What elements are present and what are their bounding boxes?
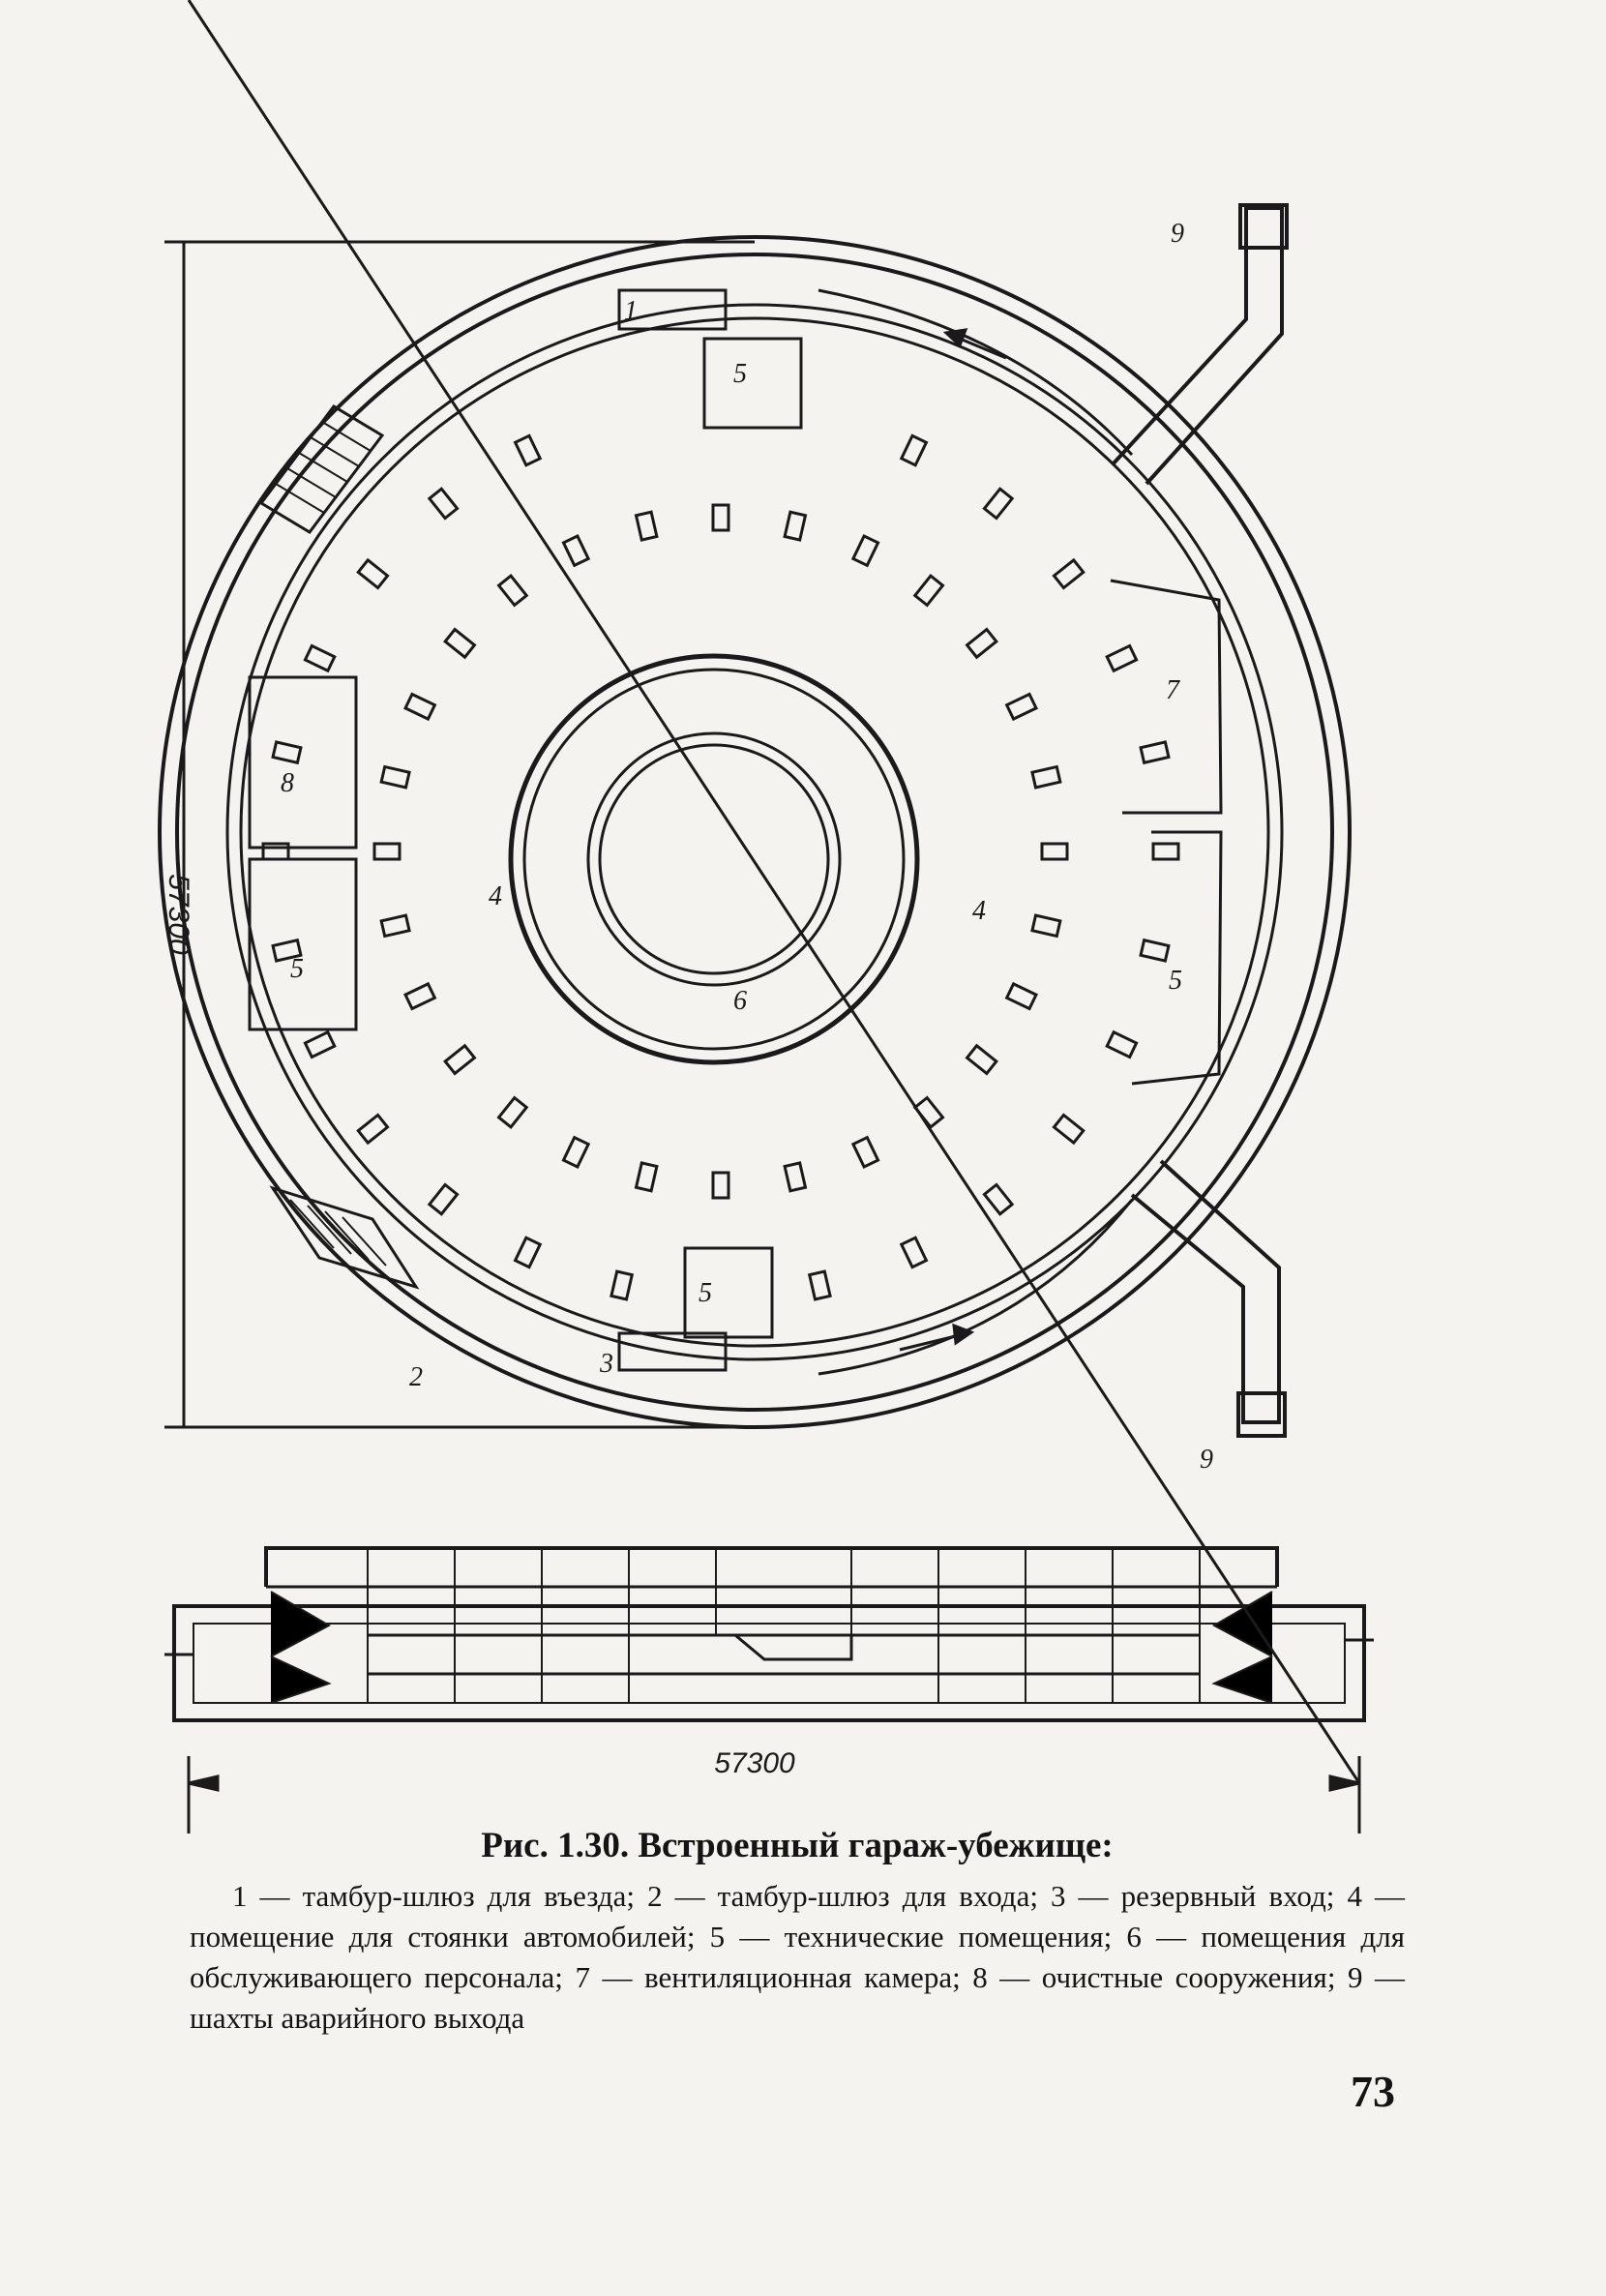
parking-column — [273, 742, 301, 762]
label-parking-right: 4 — [972, 896, 986, 926]
parking-column — [430, 1184, 458, 1213]
parking-column — [967, 1046, 996, 1074]
parking-column — [810, 1271, 830, 1299]
corridor-wall — [227, 305, 1282, 1359]
label-walk-airlock: 2 — [409, 1362, 423, 1392]
parking-column — [263, 844, 288, 859]
caption-title: Рис. 1.30. Встроенный гараж-убежище: — [481, 1826, 1114, 1865]
parking-column — [713, 505, 729, 530]
parking-column — [611, 1271, 632, 1299]
parking-columns-inner — [374, 505, 1067, 1198]
parking-column — [1107, 646, 1136, 671]
parking-column — [445, 630, 474, 658]
parking-column — [563, 536, 588, 565]
plan-dimension-label: 57300 — [163, 874, 194, 955]
parking-column — [902, 435, 927, 464]
label-tech-right: 5 — [1169, 966, 1182, 996]
parking-column — [1141, 742, 1169, 762]
parking-column — [381, 766, 409, 787]
room-treatment — [250, 677, 356, 848]
parking-column — [563, 1138, 588, 1167]
section-dimension-line — [189, 0, 1359, 1783]
label-treatment: 8 — [281, 768, 294, 798]
core-ring-outer — [511, 656, 917, 1062]
parking-column — [358, 560, 387, 588]
parking-column — [636, 1163, 656, 1191]
parking-column — [984, 489, 1012, 518]
label-vent-chamber: 7 — [1166, 675, 1179, 705]
caption-text: 1 — тамбур-шлюз для въезда; 2 — тамбур-шлюз для входа; 3 — резервный вход; 4 — помещение для стоянки автомобилей; 5 — технические помещения; 6 — помещения для обслуживающего персонала; 7 — вентиляционная камера; 8 — очистные сооружения; 9 — шахты аварийного выхода — [190, 1879, 1405, 2035]
parking-column — [785, 1163, 805, 1191]
parking-column — [381, 915, 409, 936]
label-entry-airlock: 1 — [624, 296, 638, 326]
parking-column — [445, 1046, 474, 1074]
core-center-inner — [600, 745, 828, 973]
parking-column — [1054, 560, 1083, 588]
cross-section — [164, 1548, 1374, 1720]
cross-section-grid — [271, 1548, 1272, 1703]
core-center-outer — [588, 733, 840, 985]
parking-column — [499, 1098, 527, 1127]
page-number: 73 — [1351, 2067, 1395, 2116]
parking-column — [516, 1237, 541, 1267]
label-shaft-top: 9 — [1171, 219, 1184, 249]
parking-column — [405, 984, 434, 1009]
parking-column — [1007, 984, 1036, 1009]
parking-column — [713, 1173, 729, 1198]
label-tech-left: 5 — [290, 954, 304, 984]
room-tech-right — [1132, 832, 1221, 1084]
parking-column — [1032, 766, 1060, 787]
parking-column — [1107, 1032, 1136, 1058]
parking-column — [853, 536, 878, 565]
core-ring-inner — [524, 670, 904, 1049]
parking-column — [1054, 1115, 1083, 1143]
figure-caption — [190, 1825, 1405, 2039]
parking-column — [1153, 844, 1178, 859]
parking-column — [785, 512, 805, 540]
parking-column — [636, 512, 656, 540]
parking-column — [499, 576, 527, 605]
parking-column — [305, 646, 334, 671]
parking-column — [1007, 694, 1036, 719]
section-dimension-label: 57300 — [714, 1747, 795, 1779]
ramp-top — [818, 290, 1132, 455]
corridor-wall-inner — [241, 318, 1268, 1346]
parking-column — [967, 630, 996, 658]
room-tech-top — [704, 339, 801, 428]
parking-column — [902, 1237, 927, 1267]
parking-column — [984, 1184, 1012, 1213]
parking-column — [915, 576, 943, 605]
parking-column — [853, 1138, 878, 1167]
label-tech-top: 5 — [733, 359, 747, 389]
parking-column — [305, 1032, 334, 1058]
room-tech-left — [250, 859, 356, 1029]
label-staff-rooms: 6 — [733, 986, 747, 1016]
label-parking-left: 4 — [489, 881, 502, 911]
parking-column — [1042, 844, 1067, 859]
parking-column — [430, 489, 458, 518]
label-reserve-exit: 3 — [600, 1349, 613, 1379]
parking-column — [358, 1115, 387, 1143]
parking-column — [516, 435, 541, 464]
parking-column — [405, 694, 434, 719]
parking-column — [1032, 915, 1060, 936]
label-tech-bottom: 5 — [699, 1278, 712, 1308]
parking-columns-outer — [263, 435, 1178, 1299]
label-shaft-bottom: 9 — [1200, 1445, 1213, 1475]
parking-column — [374, 844, 400, 859]
shaft-bottom-passage — [1132, 1161, 1279, 1422]
parking-column — [1141, 940, 1169, 961]
